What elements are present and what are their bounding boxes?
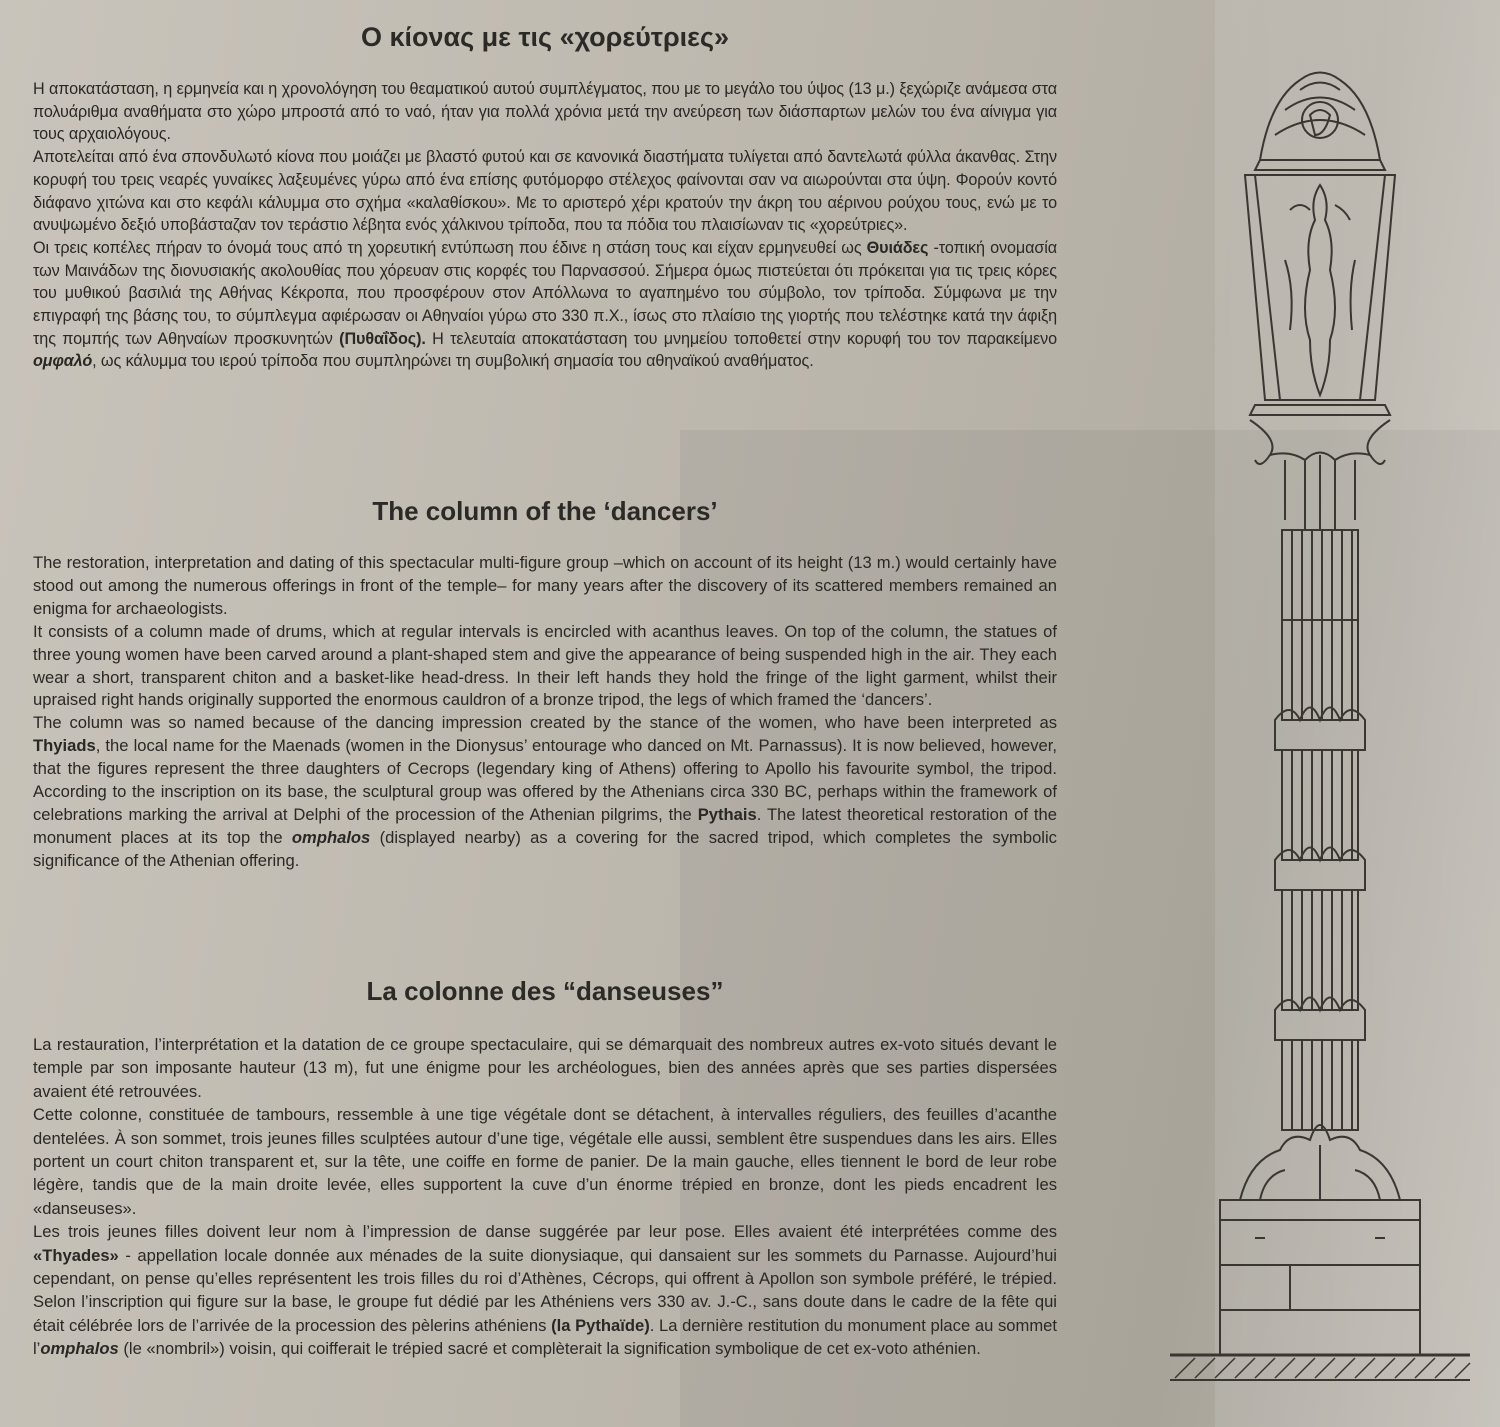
french-paragraph-3 — [33, 1220, 1057, 1360]
greek-body — [33, 78, 1057, 373]
bold-term: (Πυθαΐδος). — [339, 329, 426, 348]
greek-paragraph-1: Η αποκατάσταση, η ερμηνεία και η χρονολόγηση του θεαματικού αυτού συμπλέγματος, που με το μεγάλο του ύψος (13 μ.) ξεχώριζε ανάμεσα στα πολυάριθμα αναθήματα στο χώρο μπροστά από το ναό, ήταν για πολλά χρόνια μετά την ανεύρεση των διάσπαρτων μελών του ένα αίνιγμα για τους αρχαιολόγους. — [33, 80, 1057, 144]
bold-italic-term: ομφαλό — [33, 352, 93, 371]
french-paragraph-2: Cette colonne, constituée de tambours, ressemble à une tige végétale dont se détachent, à intervalles réguliers, des feuilles d’acanthe dentelées. À son sommet, trois jeunes filles sculptées autour d’une tige, végétale elle aussi, semblent être suspendues dans les airs. Elles portent un court chiton transparent et, sur la tête, une coiffe en forme de panier. De la main gauche, elles tiennent le bord de leur robe légère, tandis que de la main droite levée, elles supportent la cuve d’un énorme trépied en bronze, dont les pieds encadrent les «danseuses». — [33, 1105, 1057, 1218]
text-run: , the local name for the Maenads (women in the Dionysus’ entourage who danced on Mt. Parnassus). It is now believed, however, that the figures represent the three daughters of Cecrops (legendary king of Athens) offering to Apollo his favourite symbol, the tripod. According to the inscription on its base, the sculptural group was offered by the Athenians circa 330 BC, perhaps within the framework of celebrations marking the arrival at Delphi of the procession of the Athenian pilgrims, the — [33, 736, 1057, 824]
bold-term: Θυιάδες — [866, 238, 929, 257]
bold-term: Pythais — [697, 804, 757, 824]
pedestal-block-2 — [1220, 1265, 1420, 1310]
bold-italic-term: omphalos — [291, 827, 371, 847]
text-run: (displayed nearby) as a covering for the sacred tripod, which completes the symbolic significance of the Athenian offering. — [33, 827, 1057, 870]
english-paragraph-3 — [33, 712, 1057, 872]
pedestal-cap — [1220, 1200, 1420, 1220]
greek-title: Ο κίονας με τις «χορεύτριες» — [360, 22, 730, 52]
bold-italic-term: omphalos — [40, 1339, 119, 1359]
bold-term: «Thyades» — [33, 1245, 119, 1265]
text-run: - appellation locale donnée aux ménades de la suite dionysiaque, qui dansaient sur les sommets du Parnasse. Aujourd’hui cependant, on pense qu’elles représentent les trois filles du roi d’Athènes, Cécrops, qui offrent à Apollon son symbole préféré, le trépied. Selon l’inscription qui figure sur la base, le groupe fut dédié par les Athéniens vers 330 av. J.-C., sans doute dans le cadre de la fête qui était célébrée lors de l’arrivée de la procession des pèlerins athéniens — [33, 1245, 1057, 1335]
pedestal-block-3 — [1220, 1310, 1420, 1355]
french-title: La colonne des “danseuses” — [366, 976, 724, 1006]
upper-acanthus — [1250, 405, 1390, 415]
text-run: , ως κάλυμμα του ιερού τρίποδα που συμπληρώνει τη συμβολική σημασία του αθηναϊκού αναθήματος. — [92, 352, 814, 371]
greek-paragraph-2: Αποτελείται από ένα σπονδυλωτό κίονα που μοιάζει με βλαστό φυτού και σε κανονικά διαστήματα τυλίγεται από δαντελωτά φύλλα άκανθας. Στην κορυφή του τρεις νεαρές γυναίκες λαξευμένες γύρω από ένα επίσης φυτόμορφο στέλεχος φαίνονται σαν να αιωρούνται στα ύψη. Φορούν κοντό διάφανο χιτώνα και στο κεφάλι κάλυμμα στο σχήμα «καλαθίσκου». Με το αριστερό χέρι κρατούν την άκρη του αέρινου ρούχου τους, ενώ με το ανυψωμένο δεξιό υποβάσταζαν τον τεράστιο λέβητα ενός χάλκινου τρίποδα, που τα πόδια του πλαισίωναν τις «χορεύτριες». — [33, 148, 1057, 235]
bold-term: (la Pythaïde) — [551, 1315, 650, 1335]
french-body — [33, 1033, 1057, 1361]
text-run: The column was so named because of the dancing impression created by the stance of the women, who have been interpreted as — [33, 713, 1057, 733]
english-body — [33, 552, 1057, 873]
text-run: Les trois jeunes filles doivent leur nom à l’impression de danse suggérée par leur pose. Elles avaient été interprétées comme des — [33, 1222, 1057, 1242]
shaft-segment-2 — [1282, 620, 1358, 720]
text-run: Οι τρεις κοπέλες πήραν το όνομά τους από τη χορευτική εντύπωση που έδινε η στάση τους και είχαν ερμηνευθεί ως — [33, 238, 867, 257]
crown-palmette — [1260, 73, 1380, 161]
bold-term: Thyiads — [33, 736, 96, 756]
greek-paragraph-3 — [33, 237, 1057, 373]
french-paragraph-1: La restauration, l’interprétation et la datation de ce groupe spectaculaire, qui se démarquait des nombreux autres ex-voto situés devant le temple par son imposante hauteur (13 m), fut une énigme pour les archéologues, bien des années après que ses parties dispersées avaient été retrouvées. — [33, 1035, 1057, 1101]
text-run: Η τελευταία αποκατάσταση του μνημείου τοποθετεί στην κορυφή του τον παρακείμενο — [425, 329, 1057, 348]
english-paragraph-1: The restoration, interpretation and dating of this spectacular multi-figure group –which on account of its height (13 m.) would certainly have stood out among the numerous offerings in front of the temple– for many years after the discovery of its scattered members remained an enigma for archaeologists. — [33, 553, 1057, 618]
english-title: The column of the ‘dancers’ — [372, 496, 718, 526]
text-run: -τοπική ονομασία των Μαινάδων της διονυσιακής ακολουθίας που χόρευαν στις κορφές του Παρνασσού. Σήμερα όμως πιστεύεται ότι πρόκειται για τις τρεις κόρες του μυθικού βασιλιά της Αθήνας Κέκροπα, που προσφέρουν στον Απόλλωνα το αγαπημένο του σύμβολο, τον τρίποδα. Σύμφωνα με την επιγραφή της βάσης του, το σύμπλεγμα αφιέρωσαν οι Αθηναίοι γύρω στο 330 π.Χ., ίσως στο πλαίσιο της γιορτής που τελέστηκε κατά την άφιξη της πομπής των Αθηναίων προσκυνητών — [33, 238, 1058, 348]
text-run: . The latest theoretical restoration of the monument places at its top the — [33, 804, 1057, 847]
pedestal-block-1 — [1220, 1220, 1420, 1265]
shaft-segment-3 — [1282, 750, 1358, 860]
english-paragraph-2: It consists of a column made of drums, which at regular intervals is encircled with acanthus leaves. On top of the column, the statues of three young women have been carved around a plant-shaped stem and give the appearance of being suspended high in the air. They each wear a short, transparent chiton and a basket-like head-dress. In their left hands they hold the fringe of the light garment, whilst their upraised right hands originally supported the enormous cauldron of a bronze tripod, the legs of which framed the ‘dancers’. — [33, 621, 1057, 710]
shaft-segment-4 — [1282, 890, 1358, 1010]
text-run: (le «nombril») voisin, qui coifferait le trépied sacré et complèterait la signification symbolique de cet ex-voto athénien. — [118, 1339, 981, 1359]
text-run: . La dernière restitution du monument place au sommet l’ — [33, 1315, 1057, 1359]
shaft-segment-1 — [1282, 530, 1358, 620]
column-of-dancers-drawing — [1160, 60, 1480, 1400]
shaft-segment-5 — [1282, 1040, 1358, 1130]
